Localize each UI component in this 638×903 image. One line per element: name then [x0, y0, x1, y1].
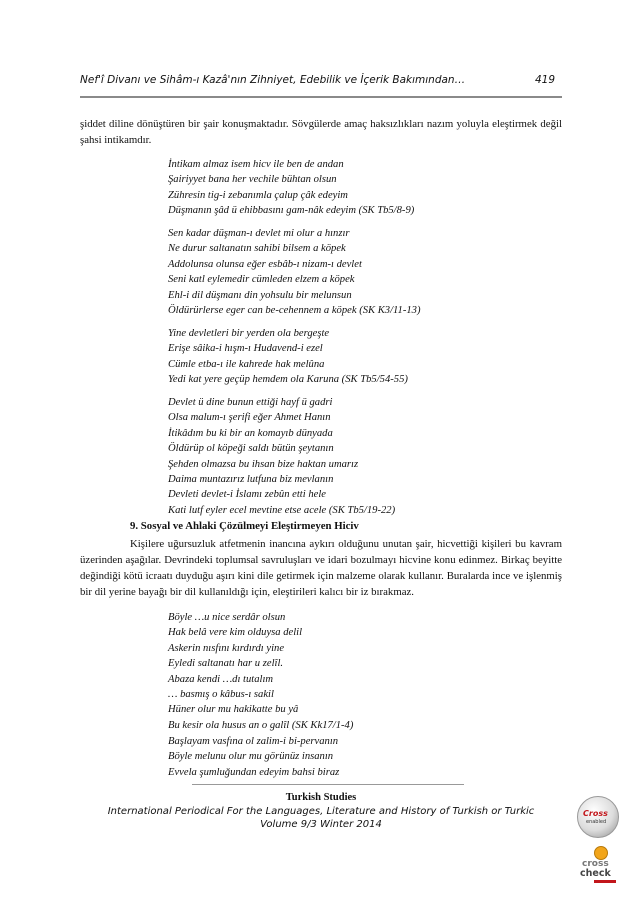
crosscheck-top-text: cross: [582, 859, 609, 869]
journal-name: Turkish Studies: [285, 792, 357, 803]
header-title: Nef'î Divanı ve Sihâm-ı Kazâ'nın Zihniyet, Edebilik ve İçerik Bakımından…: [80, 74, 466, 86]
verse-line: Abaza kendi …dı tutalım: [168, 673, 274, 685]
verse-block-6: [168, 734, 339, 780]
verse-line: Ehl-i dil düşmanı din yohsulu bir melunsun: [168, 289, 352, 301]
verse-line: Hak belâ vere kim olduysa delil: [168, 627, 303, 639]
crossref-badge-icon[interactable]: [577, 796, 619, 838]
verse-line: Öldürürlerse eger can be-cehennem a köpek (SK K3/11-13): [168, 305, 421, 317]
journal-description: International Periodical For the Languages, Literature and History of Turkish or Turkic: [107, 806, 535, 817]
verse-line: … basmış o kâbus-ı sakil: [168, 689, 274, 701]
crossref-text: Cross: [583, 809, 608, 818]
section-paragraph: Kişilere uğursuzluk atfetmenin inancına aykırı olduğunu unutan şair, hicvettiği kişileri bu kavram üzerinden aşağılar. Devrindeki toplumsal savruluşları ve idari bozulmayı hicvine konu edinmez. Birkaç beyitte değindiği kötü icraatı duyduğu aşırı kini dile getirmek için malzeme olarak kullanır. Buralarda ince ve işlenmiş bir dil yerine bayağı bir dil kullanıldığı için, eleştirileri kalıcı bir iz bırakmaz.: [80, 538, 562, 598]
verse-line: Addolunsa olunsa eğer esbâb-ı nizam-ı devlet: [168, 258, 362, 270]
verse-line: Şairiyyet bana her vechile bühtan olsun: [168, 174, 337, 186]
verse-block-3: [168, 326, 408, 388]
verse-line: Olsa malum-ı şerifi eğer Ahmet Hanın: [168, 412, 331, 424]
verse-line: Ne durur saltanatın sahibi bilsem a köpek: [168, 243, 346, 255]
page-number: 419: [534, 74, 555, 86]
intro-paragraph: şiddet diline dönüştüren bir şair konuşmaktadır. Sövgülerde amaç haksızlıkları nazım yoluyla eleştirmek değil şahsi intikamdır.: [80, 118, 562, 146]
verse-block-4: [168, 395, 395, 518]
verse-line: Cümle etba-ı ile kahrede hak melûna: [168, 358, 325, 370]
header-divider: [80, 96, 562, 98]
verse-line: Evvela şumluğundan edeyim bahsi biraz: [168, 766, 340, 778]
crosscheck-logo-icon[interactable]: [580, 846, 620, 896]
verse-line: Devlet ü dine bunun ettiği hayf ü gadri: [168, 397, 333, 408]
verse-line: İntikam almaz isem hicv ile ben de andan: [168, 159, 344, 170]
verse-line: Zühresin tig-i zebanımla çalup çâk edeyim: [168, 189, 348, 201]
crosscheck-accent-bar: [594, 880, 616, 883]
verse-line: Böyle …u nice serdâr olsun: [168, 612, 286, 623]
footer-divider: [192, 784, 464, 785]
section-heading: 9. Sosyal ve Ahlaki Çözülmeyi Eleştirmeyen Hiciv: [130, 520, 359, 532]
verse-line: Kati lutf eyler ecel mevtine etse acele (SK Tb5/19-22): [168, 504, 396, 516]
verse-line: Daima muntazırız lutfuna biz mevlanın: [168, 474, 334, 486]
verse-line: Düşmanın şâd ü ehibbasını gam-nâk edeyim (SK Tb5/8-9): [168, 205, 415, 217]
verse-line: Hüner olur mu hakikatte bu yâ: [168, 704, 299, 716]
verse-block-5: [168, 610, 353, 733]
verse-line: Askerin nısfını kırdırdı yine: [168, 642, 285, 654]
running-header: [80, 70, 560, 90]
crosscheck-dot-icon: [594, 846, 608, 860]
crosscheck-bottom-text: check: [580, 868, 611, 879]
verse-line: Şehden olmazsa bu ihsan bize haktan umarız: [168, 458, 359, 470]
verse-line: Bu kesir ola husus an o galîl (SK Kk17/1-4): [168, 719, 354, 731]
verse-line: Başlayam vasfına ol zalim-i bi-pervanın: [168, 736, 339, 747]
verse-line: Sen kadar düşman-ı devlet mi olur a hınzır: [168, 228, 350, 239]
verse-line: Yine devletleri bir yerden ola bergeşte: [168, 328, 330, 339]
verse-line: Eyledi saltanatı har u zelîl.: [168, 658, 284, 670]
verse-line: Seni katl eylemedir cümleden elzem a köpek: [168, 274, 355, 286]
journal-volume: Volume 9/3 Winter 2014: [260, 819, 382, 830]
verse-line: Erişe sâika-i hışm-ı Hudavend-i ezel: [168, 343, 323, 355]
verse-line: Öldürüp ol köpeği saldı bütün şeytanın: [168, 443, 334, 455]
verse-line: Böyle melunu olur mu görünüz insanın: [168, 751, 334, 763]
verse-line: Yedi kat yere geçüp hemdem ola Karuna (SK Tb5/54-55): [168, 374, 408, 386]
verse-block-1: [168, 157, 414, 219]
verse-block-2: [168, 226, 421, 318]
verse-line: İtikâdım bu ki bir an komayıb dünyada: [168, 427, 333, 439]
verse-line: Devleti devlet-i İslamı zebûn etti hele: [168, 489, 326, 501]
crossref-subtext: enabled: [586, 819, 607, 825]
journal-footer: [80, 791, 562, 831]
